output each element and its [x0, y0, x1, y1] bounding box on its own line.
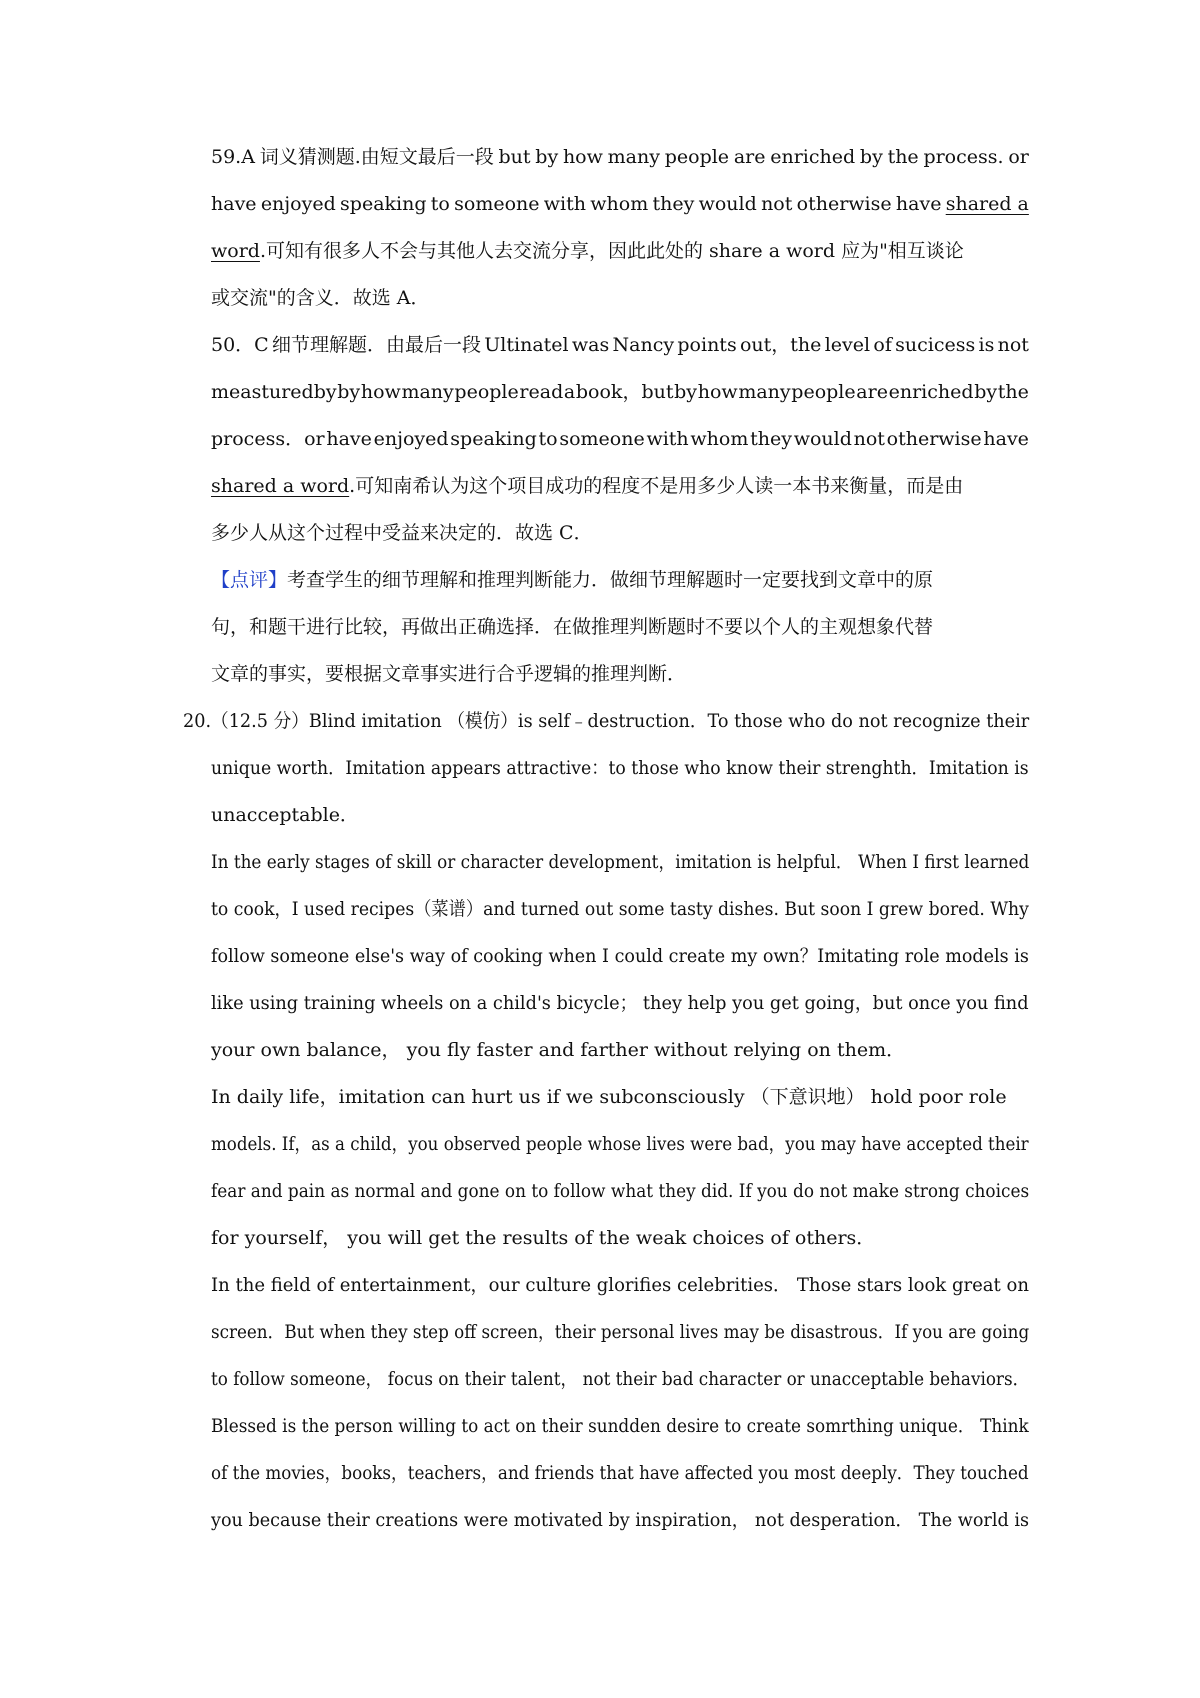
word: how — [360, 381, 401, 403]
q20-line-10: models. If，as a child，you observed people whose lives were bad，you may have accepted their — [211, 1133, 1029, 1155]
word: whom — [590, 193, 649, 215]
q59-line-1 — [211, 145, 1029, 169]
word: read — [519, 381, 564, 403]
underlined-phrase: shared a word — [211, 475, 350, 497]
q50-line-2 — [211, 380, 1029, 404]
underlined-phrase: word — [211, 240, 260, 262]
text: .可知有很多人不会与其他人去交流分享，因此此处的 share a word 应为"相互谈论 — [259, 240, 964, 262]
word: enriched — [770, 146, 856, 168]
comment-tag: 【点评】 — [211, 569, 288, 591]
word: someone — [559, 428, 645, 450]
q20-line-17: of the movies，books，teachers，and friends that have affected you most deeply．They touched — [211, 1462, 1029, 1484]
word: the — [887, 146, 919, 168]
word: have — [326, 428, 372, 450]
q59-line-4: 或交流"的含义．故选 A． — [211, 287, 430, 309]
word: speaking — [340, 193, 427, 215]
word: would — [698, 193, 757, 215]
word: Nancy — [612, 334, 675, 356]
word: book，but — [575, 381, 674, 403]
word: process．or — [211, 428, 325, 450]
word: Ultinatel — [484, 334, 569, 356]
word: otherwise — [886, 428, 982, 450]
word: many — [607, 146, 660, 168]
q50-line-3 — [211, 427, 1029, 451]
word: is — [978, 334, 995, 356]
word: the — [997, 381, 1029, 403]
text: .可知南希认为这个项目成功的程度不是用多少人读一本书来衡量，而是由 — [349, 475, 964, 497]
q20-line-5: to cook，I used recipes（菜谱）and turned out some tasty dishes. But soon I grew bored. Why — [211, 898, 1029, 920]
word: process. — [923, 146, 1004, 168]
word: have — [895, 193, 942, 215]
q50-line-5: 多少人从这个过程中受益来决定的．故选 C． — [211, 522, 593, 544]
word: have — [983, 428, 1029, 450]
comment-line-3: 文章的事实，要根据文章事实进行合乎逻辑的推理判断． — [211, 663, 687, 685]
q59-line-3 — [211, 239, 964, 263]
q20-line-8: your own balance， you fly faster and farther without relying on them． — [211, 1039, 906, 1061]
word: points — [677, 334, 737, 356]
word: not — [761, 193, 793, 215]
word: enjoyed — [373, 428, 449, 450]
word: speaking — [450, 428, 537, 450]
word: how — [697, 381, 738, 403]
q50-line-4 — [211, 474, 963, 498]
word: are — [856, 381, 888, 403]
word: sucicess — [895, 334, 976, 356]
q20-line-13: In the field of entertainment，our culture glorifies celebrities． Those stars look great on — [211, 1274, 1029, 1296]
word: of — [873, 334, 892, 356]
q20-line-2: unique worth．Imitation appears attractive：to those who know their strenghth．Imitation is — [211, 757, 1029, 779]
word: many — [738, 381, 791, 403]
word: with — [646, 428, 689, 450]
word: are — [733, 146, 766, 168]
word: 50．C — [211, 334, 269, 356]
q20-line-12: for yourself， you will get the results of the weak choices of others． — [211, 1227, 876, 1249]
word: by — [974, 381, 998, 403]
q20-line-4: In the early stages of skill or character development，imitation is helpful． When I first learned — [211, 851, 1030, 873]
q20-line-15: to follow someone， focus on their talent， not their bad character or unacceptable behaviors． — [211, 1368, 1030, 1390]
word: but — [498, 146, 531, 168]
q20-line-16: Blessed is the person willing to act on their sundden desire to create somrthing unique． Think — [211, 1415, 1029, 1437]
q20-line-7: like using training wheels on a child's bicycle； they help you get going，but once you find — [211, 992, 1029, 1014]
word: 词义猜测题.由短文最后一段 — [259, 146, 494, 168]
word: people — [791, 381, 856, 403]
word: was — [571, 334, 610, 356]
q20-line-3: unacceptable． — [211, 804, 359, 826]
word: 59.A — [211, 146, 255, 168]
word: enriched — [888, 381, 974, 403]
comment-line-1 — [211, 568, 933, 592]
word: with — [543, 193, 586, 215]
word: how — [562, 146, 603, 168]
q20-line-1: 20.（12.5 分）Blind imitation （模仿）is self﹣destruction．To those who do not recognize their — [183, 710, 1030, 732]
word: by — [674, 381, 698, 403]
word: someone — [454, 193, 540, 215]
word: to — [430, 193, 450, 215]
word: enjoyed — [260, 193, 336, 215]
underlined-phrase: shared a — [945, 193, 1029, 215]
word: not — [997, 334, 1029, 356]
word: out，the — [739, 334, 822, 356]
word: whom — [690, 428, 749, 450]
word: by — [337, 381, 361, 403]
q20-line-11: fear and pain as normal and gone on to follow what they did. If you do not make strong choices — [211, 1180, 1030, 1202]
word: they — [652, 193, 695, 215]
q20-line-14: screen．But when they step off screen，their personal lives may be disastrous．If you are going — [211, 1321, 1030, 1343]
q50-line-1 — [211, 333, 1029, 357]
word: they — [750, 428, 792, 450]
word: many — [401, 381, 454, 403]
word: would — [793, 428, 852, 450]
word: by — [859, 146, 883, 168]
word: have — [211, 193, 257, 215]
word: level — [824, 334, 871, 356]
q20-line-9: In daily life，imitation can hurt us if we subconsciously （下意识地） hold poor role — [211, 1086, 1007, 1108]
word: or — [1008, 146, 1029, 168]
word: to — [538, 428, 558, 450]
comment-line-2: 句，和题干进行比较，再做出正确选择．在做推理判断题时不要以个人的主观想象代替 — [211, 616, 934, 638]
word: measturedby — [211, 381, 337, 403]
word: by — [535, 146, 559, 168]
q20-line-18: you because their creations were motivated by inspiration， not desperation． The world is — [211, 1509, 1029, 1531]
text: 考查学生的细节理解和推理判断能力．做细节理解题时一定要找到文章中的原 — [287, 569, 934, 591]
word: 细节理解题．由最后一段 — [272, 334, 482, 356]
word: people — [664, 146, 730, 168]
word: people — [454, 381, 519, 403]
word: a — [563, 381, 576, 403]
word: otherwise — [796, 193, 892, 215]
word: not — [853, 428, 885, 450]
q59-line-2 — [211, 192, 1029, 216]
q20-line-6: follow someone else's way of cooking when I could create my own？Imitating role models is — [211, 945, 1029, 967]
